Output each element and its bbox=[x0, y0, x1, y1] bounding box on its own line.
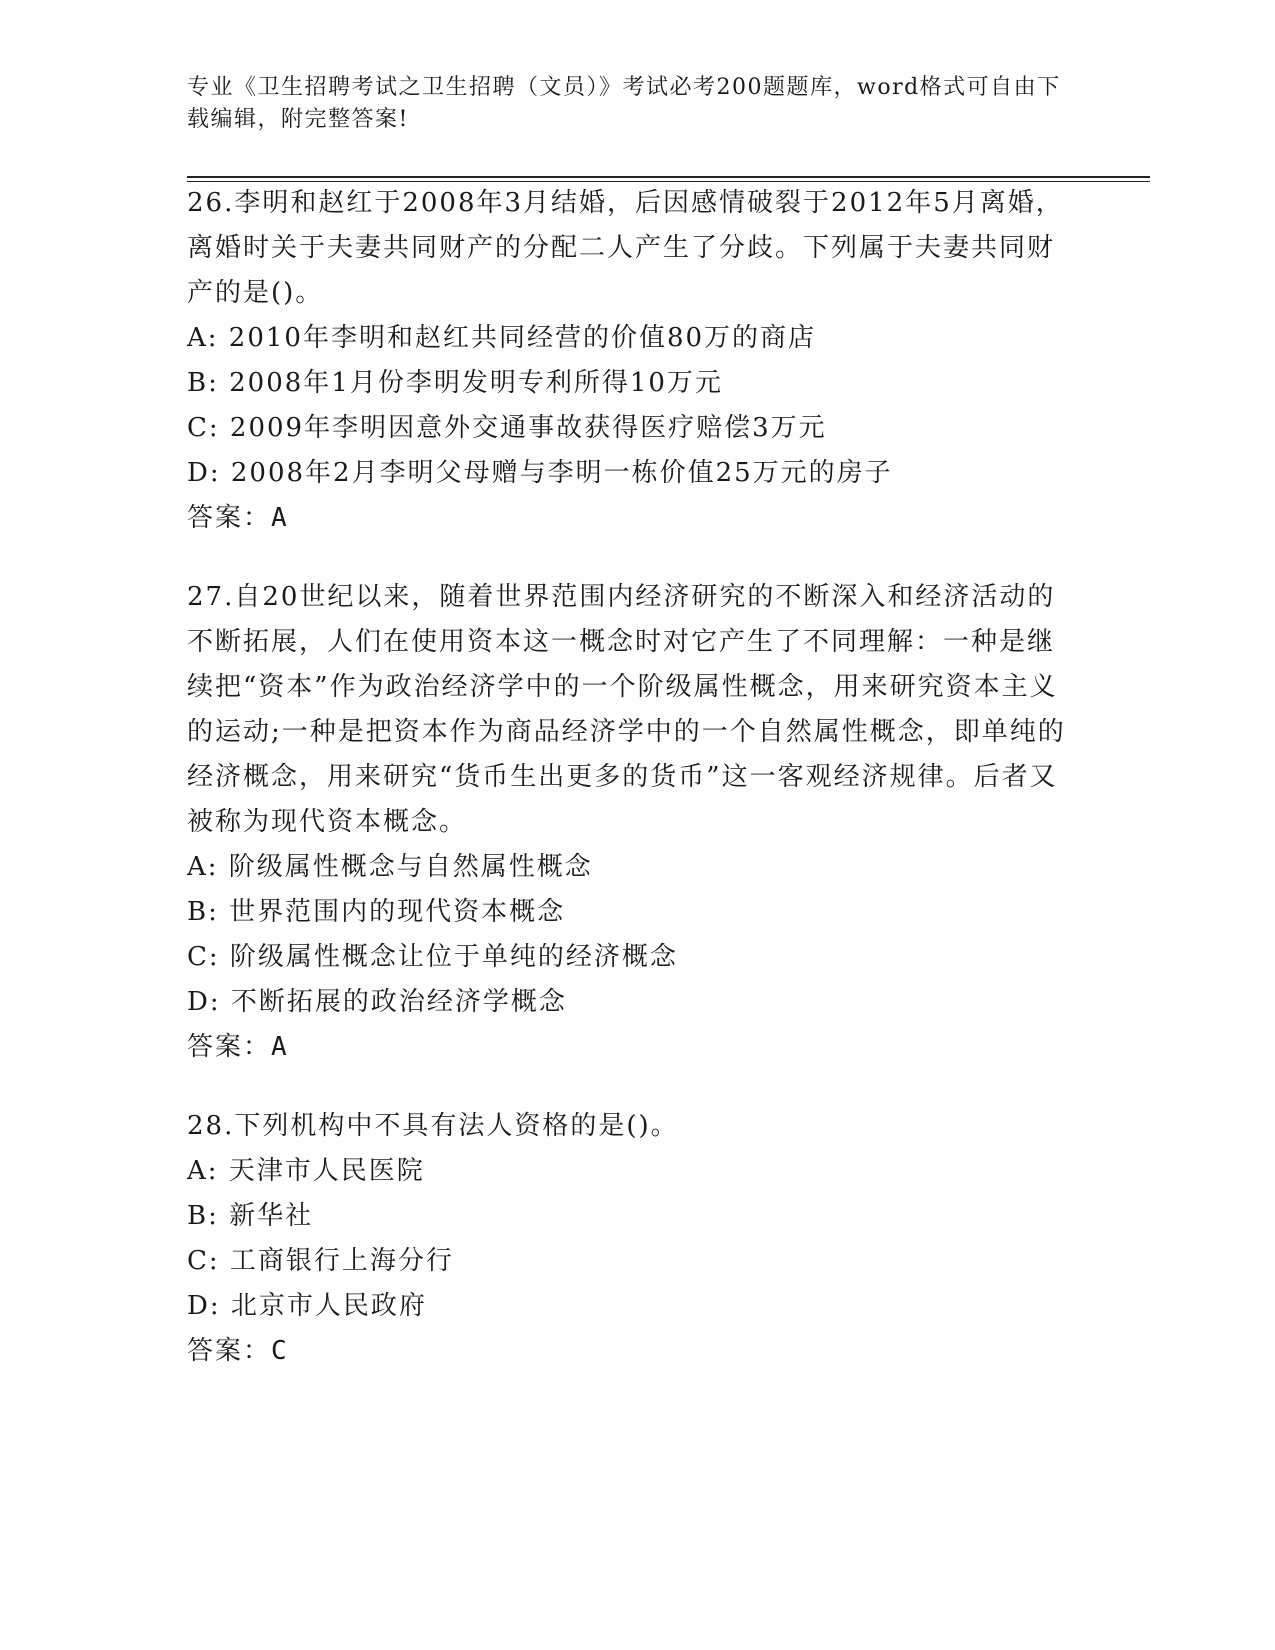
option-c: C: 工商银行上海分行 bbox=[187, 1246, 454, 1276]
option-b: B: 世界范围内的现代资本概念 bbox=[187, 897, 566, 927]
option-d: D: 不断拓展的政治经济学概念 bbox=[187, 987, 567, 1017]
option-d: D: 2008年2月李明父母赠与李明一栋价值25万元的房子 bbox=[187, 458, 893, 488]
question-stem: 28.下列机构中不具有法人资格的是()。 bbox=[187, 1111, 679, 1141]
answer-line bbox=[187, 1025, 1067, 1070]
option-c: C: 阶级属性概念让位于单纯的经济概念 bbox=[187, 942, 678, 972]
answer-label: 答案： bbox=[187, 1032, 272, 1062]
document-header: 专业《卫生招聘考试之卫生招聘（文员）》考试必考200题题库，word格式可自由下载编辑，附完整答案! bbox=[187, 75, 1061, 132]
answer-label: 答案： bbox=[187, 1336, 272, 1366]
option-a: A: 阶级属性概念与自然属性概念 bbox=[187, 852, 593, 882]
answer-value: A bbox=[271, 503, 289, 533]
header-divider-thick bbox=[187, 176, 1150, 178]
question-27 bbox=[187, 575, 1067, 1070]
question-stem: 27.自20世纪以来，随着世界范围内经济研究的不断深入和经济活动的不断拓展，人们在使用资本这一概念时对它产生了不同理解：一种是继续把“资本”作为政治经济学中的一个阶级属性概念，用来研究资本主义的运动;一种是把资本作为商品经济学中的一个自然属性概念，即单纯的经济概念，用来研究“货币生出更多的货币”这一客观经济规律。后者又被称为现代资本概念。 bbox=[187, 582, 1066, 837]
option-d: D: 北京市人民政府 bbox=[187, 1291, 427, 1321]
question-stem: 26.李明和赵红于2008年3月结婚，后因感情破裂于2012年5月离婚，离婚时关于夫妻共同财产的分配二人产生了分歧。下列属于夫妻共同财产的是()。 bbox=[187, 188, 1064, 308]
question-28 bbox=[187, 1104, 1067, 1374]
answer-value: C bbox=[271, 1336, 289, 1366]
option-b: B: 2008年1月份李明发明专利所得10万元 bbox=[187, 368, 723, 398]
question-26 bbox=[187, 181, 1067, 541]
answer-line bbox=[187, 1329, 1067, 1374]
answer-line bbox=[187, 496, 1067, 541]
answer-label: 答案： bbox=[187, 503, 272, 533]
option-a: A: 天津市人民医院 bbox=[187, 1156, 425, 1186]
answer-value: A bbox=[271, 1032, 289, 1062]
option-c: C: 2009年李明因意外交通事故获得医疗赔偿3万元 bbox=[187, 413, 827, 443]
option-b: B: 新华社 bbox=[187, 1201, 314, 1231]
option-a: A: 2010年李明和赵红共同经营的价值80万的商店 bbox=[187, 323, 817, 353]
